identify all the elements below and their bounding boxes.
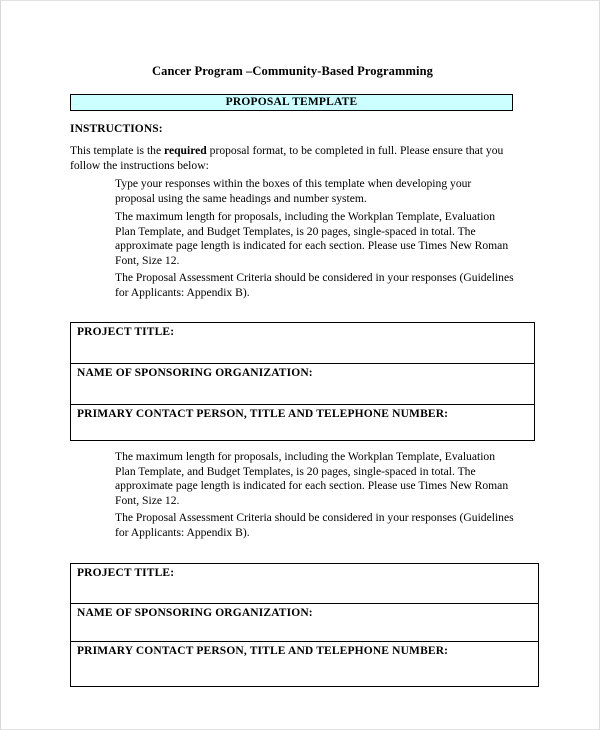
banner-label: PROPOSAL TEMPLATE — [225, 96, 358, 108]
field-label-project-title: PROJECT TITLE: — [77, 567, 175, 579]
paragraph-type-responses: Type your responses within the boxes of this template when developing your proposal using the same headings and number system. — [115, 177, 472, 205]
instructions-heading: INSTRUCTIONS: — [70, 123, 163, 135]
paragraph-assessment-criteria-2: The Proposal Assessment Criteria should be considered in your responses (Guidelines for Applicants: Appendix B). — [115, 511, 514, 539]
paragraph-maximum-length-2: The maximum length for proposals, including the Workplan Template, Evaluation Plan Template, and Budget Templates, is 20 pages, single-spaced in total. The approximate page length is indicated for each section. Please use Times New Roman Font, Size 12. — [115, 450, 509, 507]
table-row[interactable] — [71, 564, 538, 604]
intro-text-before-bold: This template is the — [70, 144, 165, 157]
table-row[interactable] — [71, 364, 534, 405]
field-label-project-title: PROJECT TITLE: — [77, 326, 175, 338]
paragraph-assessment-criteria-1: The Proposal Assessment Criteria should be considered in your responses (Guidelines for Applicants: Appendix B). — [115, 271, 514, 299]
project-info-table-1 — [70, 322, 535, 441]
field-label-sponsoring-organization: NAME OF SPONSORING ORGANIZATION: — [77, 607, 313, 619]
table-row[interactable] — [71, 642, 538, 685]
page-title: Cancer Program –Community-Based Programming — [151, 64, 433, 78]
table-row[interactable] — [71, 405, 534, 439]
paragraph-intro — [70, 144, 510, 173]
table-row[interactable] — [71, 604, 538, 642]
field-label-primary-contact: PRIMARY CONTACT PERSON, TITLE AND TELEPHONE NUMBER: — [77, 645, 449, 657]
proposal-template-banner — [70, 94, 513, 111]
table-row[interactable] — [71, 323, 534, 364]
field-label-primary-contact: PRIMARY CONTACT PERSON, TITLE AND TELEPHONE NUMBER: — [77, 408, 449, 420]
intro-text-after-bold: proposal format, to be completed in full. Please ensure that you follow the instructions below: — [70, 144, 504, 172]
field-label-sponsoring-organization: NAME OF SPONSORING ORGANIZATION: — [77, 367, 313, 379]
paragraph-maximum-length-1: The maximum length for proposals, including the Workplan Template, Evaluation Plan Template, and Budget Templates, is 20 pages, single-spaced in total. The approximate page length is indicated for each section. Please use Times New Roman Font, Size 12. — [115, 210, 509, 267]
intro-required-emphasis: required — [164, 144, 207, 157]
project-info-table-2 — [70, 563, 539, 687]
